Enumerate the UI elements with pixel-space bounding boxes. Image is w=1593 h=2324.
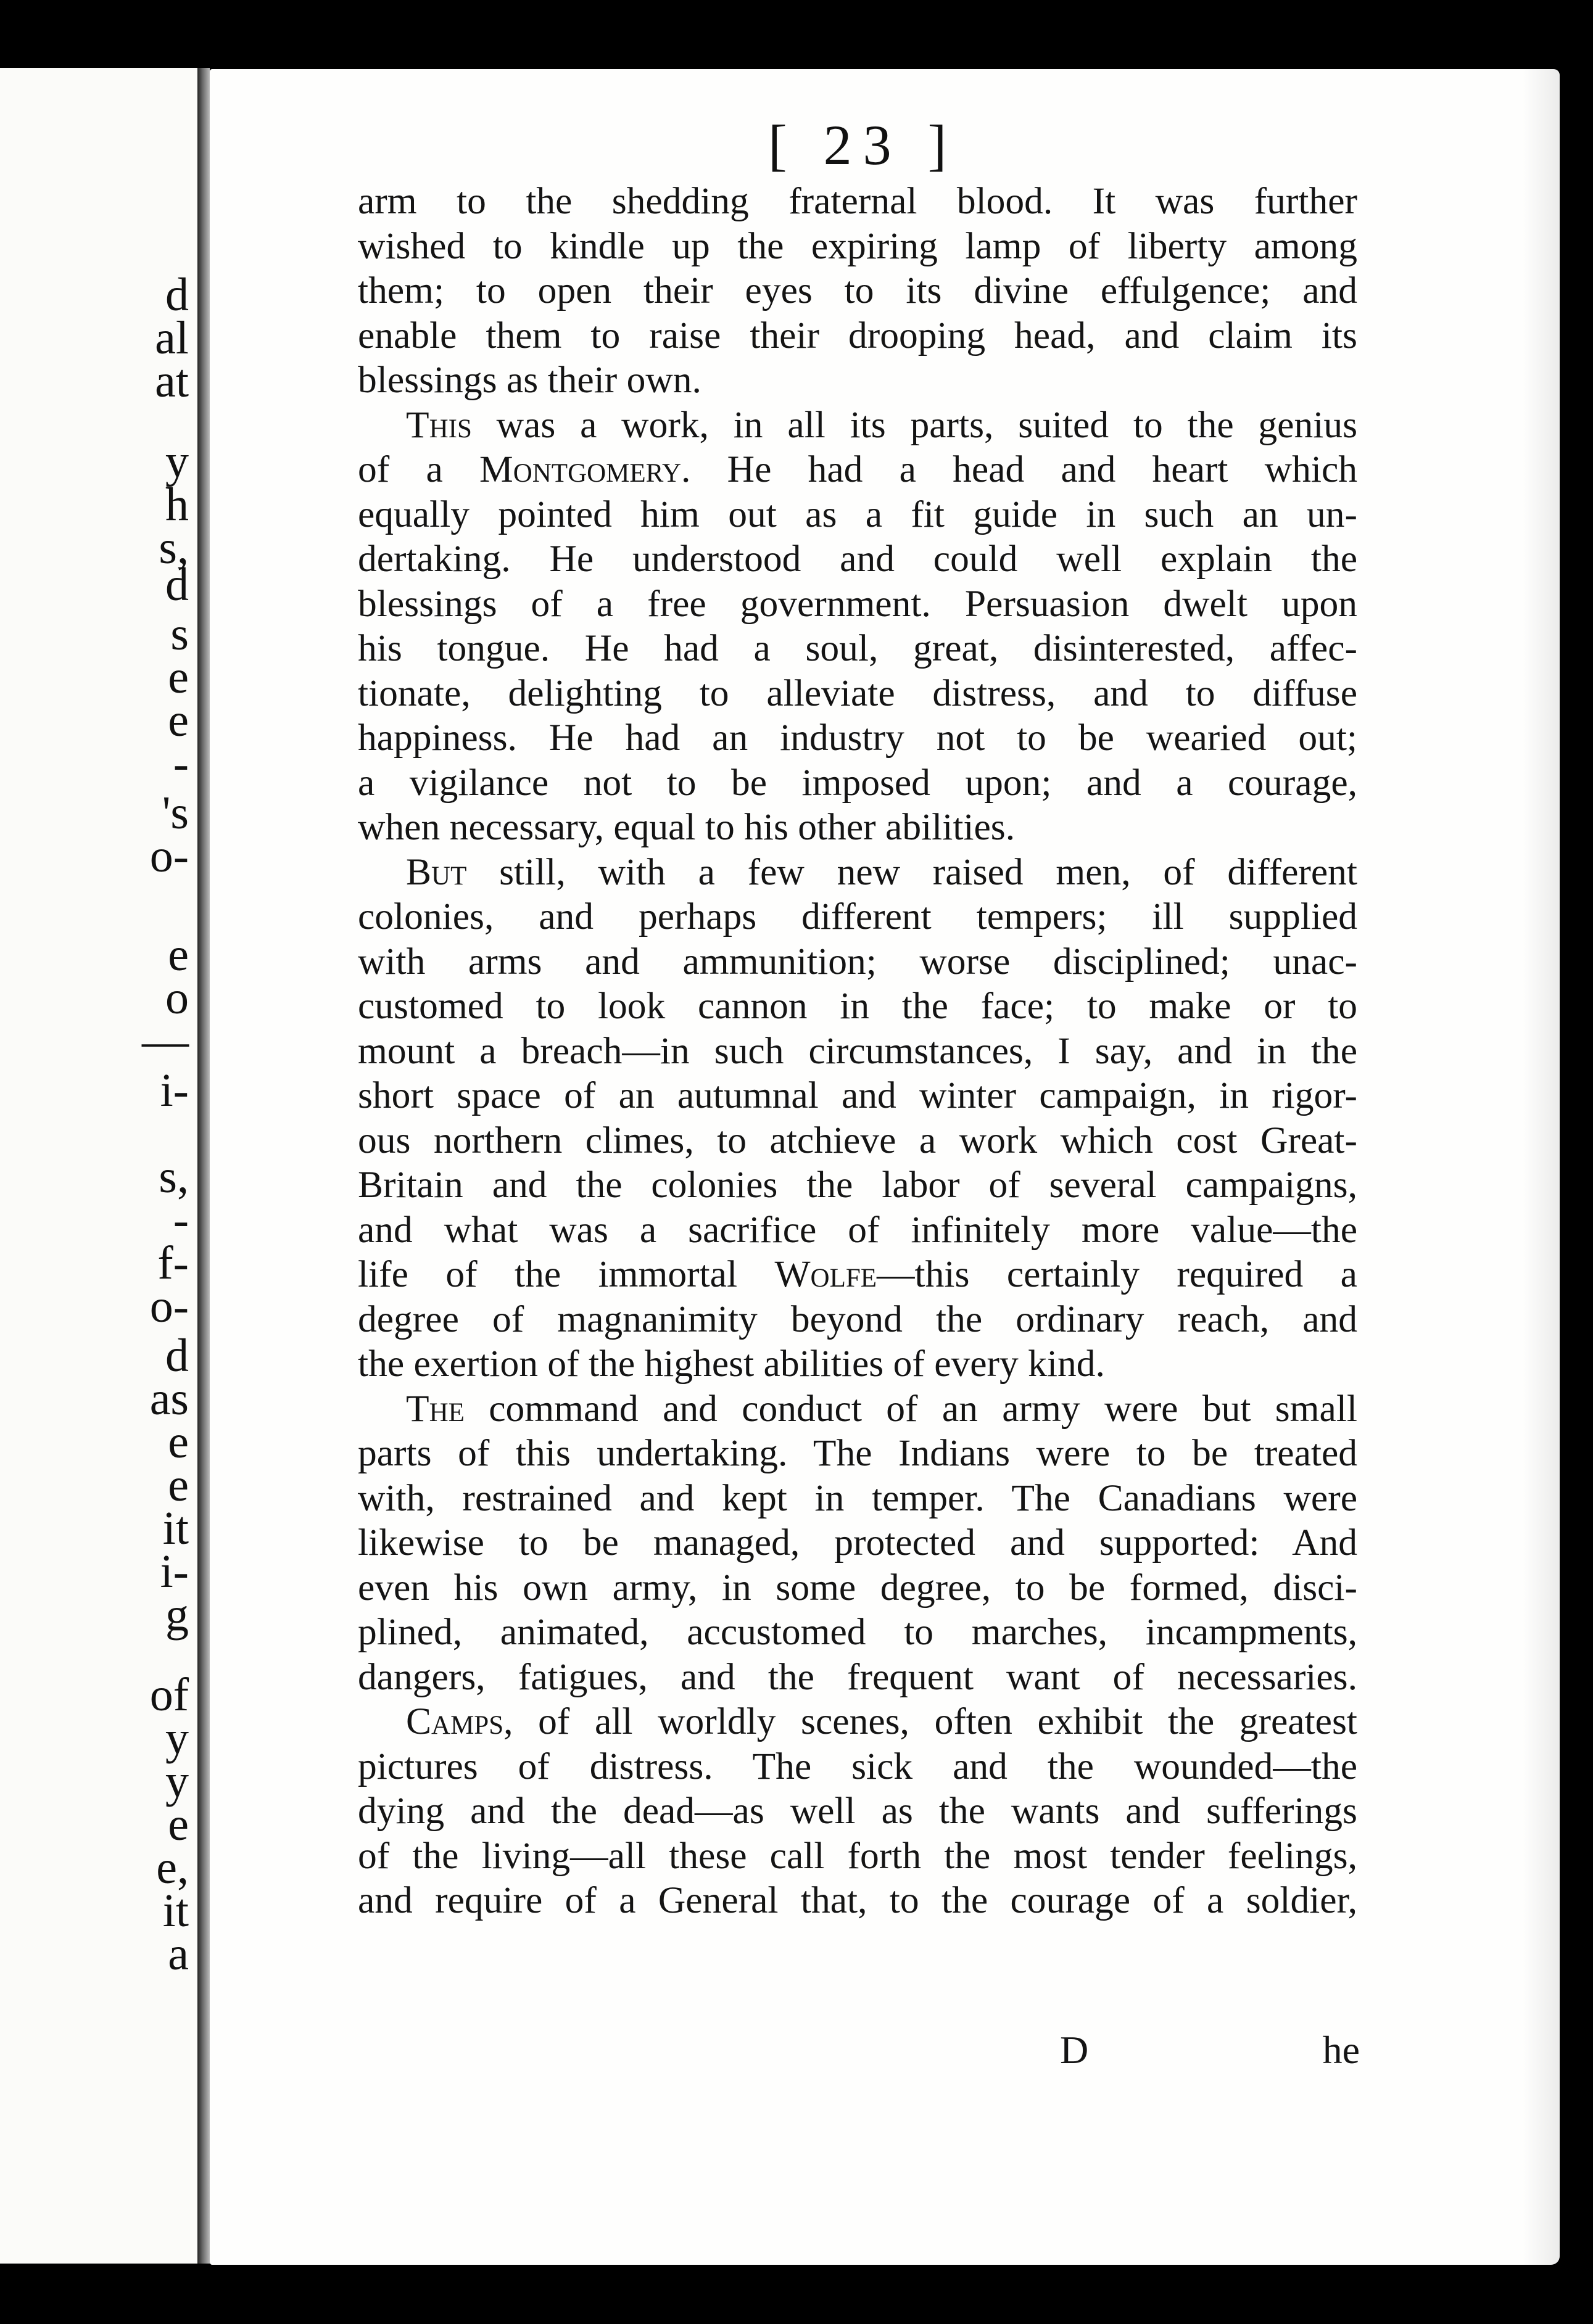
left-page-fragment: i- <box>160 1065 189 1116</box>
page-footer <box>358 2027 1360 2077</box>
text-line: a vigilance not to be imposed upon; and a courage, <box>358 761 1357 804</box>
text-line: the exertion of the highest abilities of every kind. <box>358 1343 1105 1385</box>
text-line: life of the immortal Wolfe—this certainly required a <box>358 1253 1357 1295</box>
left-page-fragment: y <box>165 1712 189 1764</box>
text-line: Camps, of all worldly scenes, often exhibit the greatest <box>406 1700 1357 1742</box>
text-line: them; to open their eyes to its divine effulgence; and <box>358 270 1357 311</box>
text-line: ous northern climes, to atchieve a work which cost Great- <box>358 1119 1357 1161</box>
left-page-fragment: - <box>173 738 189 789</box>
catchword: he <box>1322 2028 1360 2072</box>
text-line: wished to kindle up the expiring lamp of liberty among <box>358 225 1357 267</box>
left-page-fragment: as <box>149 1373 189 1425</box>
body-text <box>358 179 1357 1923</box>
text-line: and require of a General that, to the courage of a soldier, <box>358 1879 1357 1921</box>
left-page-fragment: it <box>162 1502 189 1554</box>
right-page <box>210 69 1560 2265</box>
left-page-fragment: e <box>168 1416 189 1468</box>
text-line: his tongue. He had a soul, great, disinterested, affec- <box>358 627 1357 669</box>
left-page-fragment: e, <box>156 1842 189 1893</box>
text-line: and what was a sacrifice of infinitely more value—the <box>358 1208 1357 1251</box>
text-line: arm to the shedding fraternal blood. It was further <box>358 180 1357 222</box>
text-line: even his own army, in some degree, to be formed, disci- <box>358 1566 1357 1609</box>
text-line: blessings as their own. <box>358 359 701 401</box>
text-line: parts of this undertaking. The Indians were to be treated <box>358 1432 1357 1474</box>
text-line: But still, with a few new raised men, of different <box>406 851 1357 893</box>
text-line: pictures of distress. The sick and the wounded—the <box>358 1745 1357 1787</box>
left-page-fragment: at <box>155 355 189 407</box>
left-page-fragment: al <box>155 312 189 364</box>
text-line: when necessary, equal to his other abilities. <box>358 806 1016 848</box>
text-line: plined, animated, accustomed to marches, incampments, <box>358 1611 1357 1653</box>
left-page-fragment: s <box>170 608 189 660</box>
text-line: tionate, delighting to alleviate distress, and to diffuse <box>358 672 1357 714</box>
left-page-fragment: h <box>165 479 189 530</box>
left-page-fragment: e <box>168 1459 189 1511</box>
text-line: happiness. He had an industry not to be wearied out; <box>358 717 1357 759</box>
left-page-fragment: e <box>168 651 189 703</box>
left-page-fragment: d <box>165 269 189 321</box>
text-line: dertaking. He understood and could well explain the <box>358 538 1357 580</box>
text-line: with, restrained and kept in temper. The Canadians were <box>358 1477 1357 1519</box>
signature-mark: D <box>1060 2028 1089 2072</box>
left-page-fragment: y <box>165 1755 189 1807</box>
left-page-fragment: 's <box>162 787 189 839</box>
left-page-fragment: i- <box>160 1546 189 1597</box>
left-page-fragment: s, <box>159 1151 189 1203</box>
text-line: short space of an autumnal and winter campaign, in rigor- <box>358 1074 1357 1116</box>
text-line: blessings of a free government. Persuasion dwelt upon <box>358 582 1357 625</box>
text-line: with arms and ammunition; worse disciplined; unac- <box>358 940 1357 983</box>
left-page-fragment: e <box>168 694 189 746</box>
left-page-fragment: g <box>165 1589 189 1641</box>
page-number: [ 23 ] <box>768 113 958 176</box>
text-line: dying and the dead—as well as the wants and sufferings <box>358 1790 1357 1832</box>
text-line: of the living—all these call forth the most tender feelings, <box>358 1834 1357 1877</box>
text-line: dangers, fatigues, and the frequent want of necessaries. <box>358 1655 1357 1698</box>
text-line: mount a breach—in such circumstances, I say, and in the <box>358 1029 1357 1072</box>
left-page-fragment: o- <box>149 1280 189 1332</box>
left-page-fragment: of <box>149 1669 189 1721</box>
text-line: of a Montgomery. He had a head and heart which <box>358 448 1357 490</box>
text-line: Britain and the colonies the labor of several campaigns, <box>358 1164 1357 1206</box>
left-page-fragment: e <box>168 1799 189 1850</box>
left-page-margin <box>0 68 201 2264</box>
left-page-fragment: a <box>168 1928 189 1980</box>
left-page-fragment: — <box>142 1015 189 1067</box>
left-page-fragment: - <box>173 1194 189 1246</box>
text-line: customed to look cannon in the face; to make or to <box>358 985 1357 1027</box>
left-page-fragment: s, <box>159 522 189 574</box>
left-page-fragment: y <box>165 435 189 487</box>
left-page-fragment: e <box>168 929 189 981</box>
left-page-fragment: o- <box>149 830 189 882</box>
left-page-fragment: d <box>165 559 189 611</box>
text-line: The command and conduct of an army were but small <box>406 1387 1357 1430</box>
text-line: likewise to be managed, protected and supported: And <box>358 1522 1357 1564</box>
book-gutter <box>197 68 210 2264</box>
left-page-fragment: f- <box>157 1237 189 1289</box>
text-line: enable them to raise their drooping head, and claim its <box>358 314 1357 356</box>
text-line: colonies, and perhaps different tempers; ill supplied <box>358 896 1357 937</box>
left-page-fragment: d <box>165 1330 189 1382</box>
text-line: equally pointed him out as a fit guide in such an un- <box>358 493 1357 535</box>
text-line: degree of magnanimity beyond the ordinary reach, and <box>358 1298 1357 1340</box>
text-line: This was a work, in all its parts, suited to the genius <box>406 403 1357 446</box>
left-page-fragment: o <box>165 972 189 1024</box>
left-page-fragment: it <box>162 1885 189 1937</box>
